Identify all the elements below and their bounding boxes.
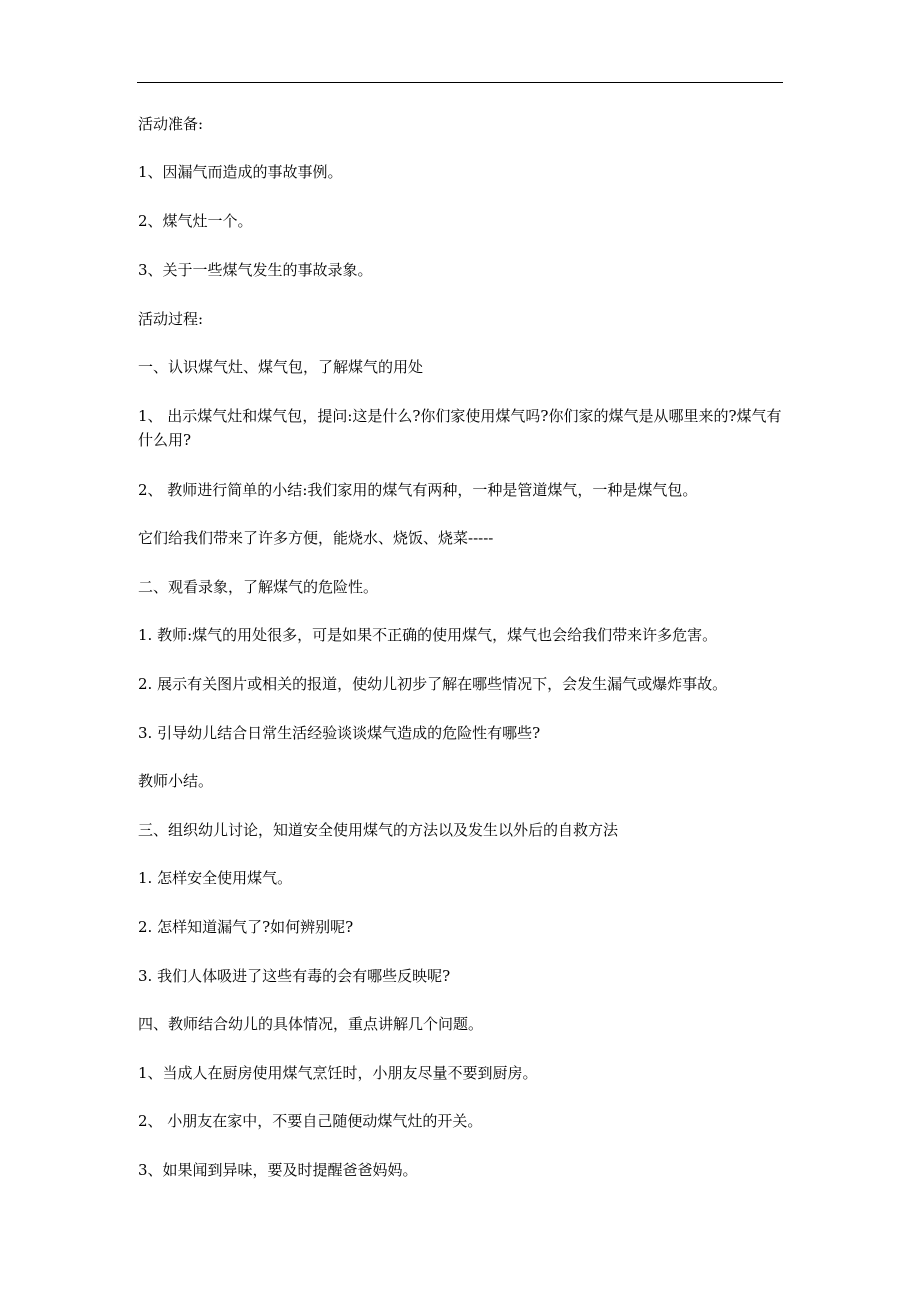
step-heading-1: 一、认识煤气灶、煤气包，了解煤气的用处 [138,358,424,376]
section-heading-preparation: 活动准备: [138,115,204,133]
step-heading-2: 二、观看录象，了解煤气的危险性。 [138,578,379,596]
paragraph: 2. 展示有关图片或相关的报道，使幼儿初步了解在哪些情况下，会发生漏气或爆炸事故。 [138,675,728,693]
paragraph: 2. 怎样知道漏气了?如何辨别呢? [138,918,354,936]
section-heading-process: 活动过程: [138,310,204,328]
step-heading-3: 三、组织幼儿讨论，知道安全使用煤气的方法以及发生以外后的自救方法 [138,821,619,839]
paragraph: 3. 我们人体吸进了这些有毒的会有哪些反映呢? [138,967,451,985]
step-heading-4: 四、教师结合幼儿的具体情况，重点讲解几个问题。 [138,1015,484,1033]
header-rule [137,82,783,83]
paragraph: 3、如果闻到异味，要及时提醒爸爸妈妈。 [138,1161,418,1179]
paragraph: 教师小结。 [138,772,214,790]
paragraph: 3. 引导幼儿结合日常生活经验谈谈煤气造成的危险性有哪些? [138,724,541,742]
paragraph: 2、 小朋友在家中，不要自己随便动煤气灶的开关。 [138,1112,483,1130]
paragraph: 1、当成人在厨房使用煤气烹饪时，小朋友尽量不要到厨房。 [138,1064,538,1082]
paragraph: 1. 教师:煤气的用处很多，可是如果不正确的使用煤气，煤气也会给我们带来许多危害。 [138,626,718,644]
paragraph: 3、关于一些煤气发生的事故录象。 [138,261,373,279]
paragraph: 1、 出示煤气灶和煤气包，提问:这是什么?你们家使用煤气吗?你们家的煤气是从哪里来的?煤气有什么用? [138,407,782,449]
paragraph: 1. 怎样安全使用煤气。 [138,869,293,887]
paragraph: 2、 教师进行简单的小结:我们家用的煤气有两种，一种是管道煤气，一种是煤气包。 [138,481,698,499]
paragraph: 它们给我们带来了许多方便，能烧水、烧饭、烧菜----- [138,529,494,547]
paragraph: 1、因漏气而造成的事故事例。 [138,163,343,181]
paragraph: 2、煤气灶一个。 [138,212,253,230]
